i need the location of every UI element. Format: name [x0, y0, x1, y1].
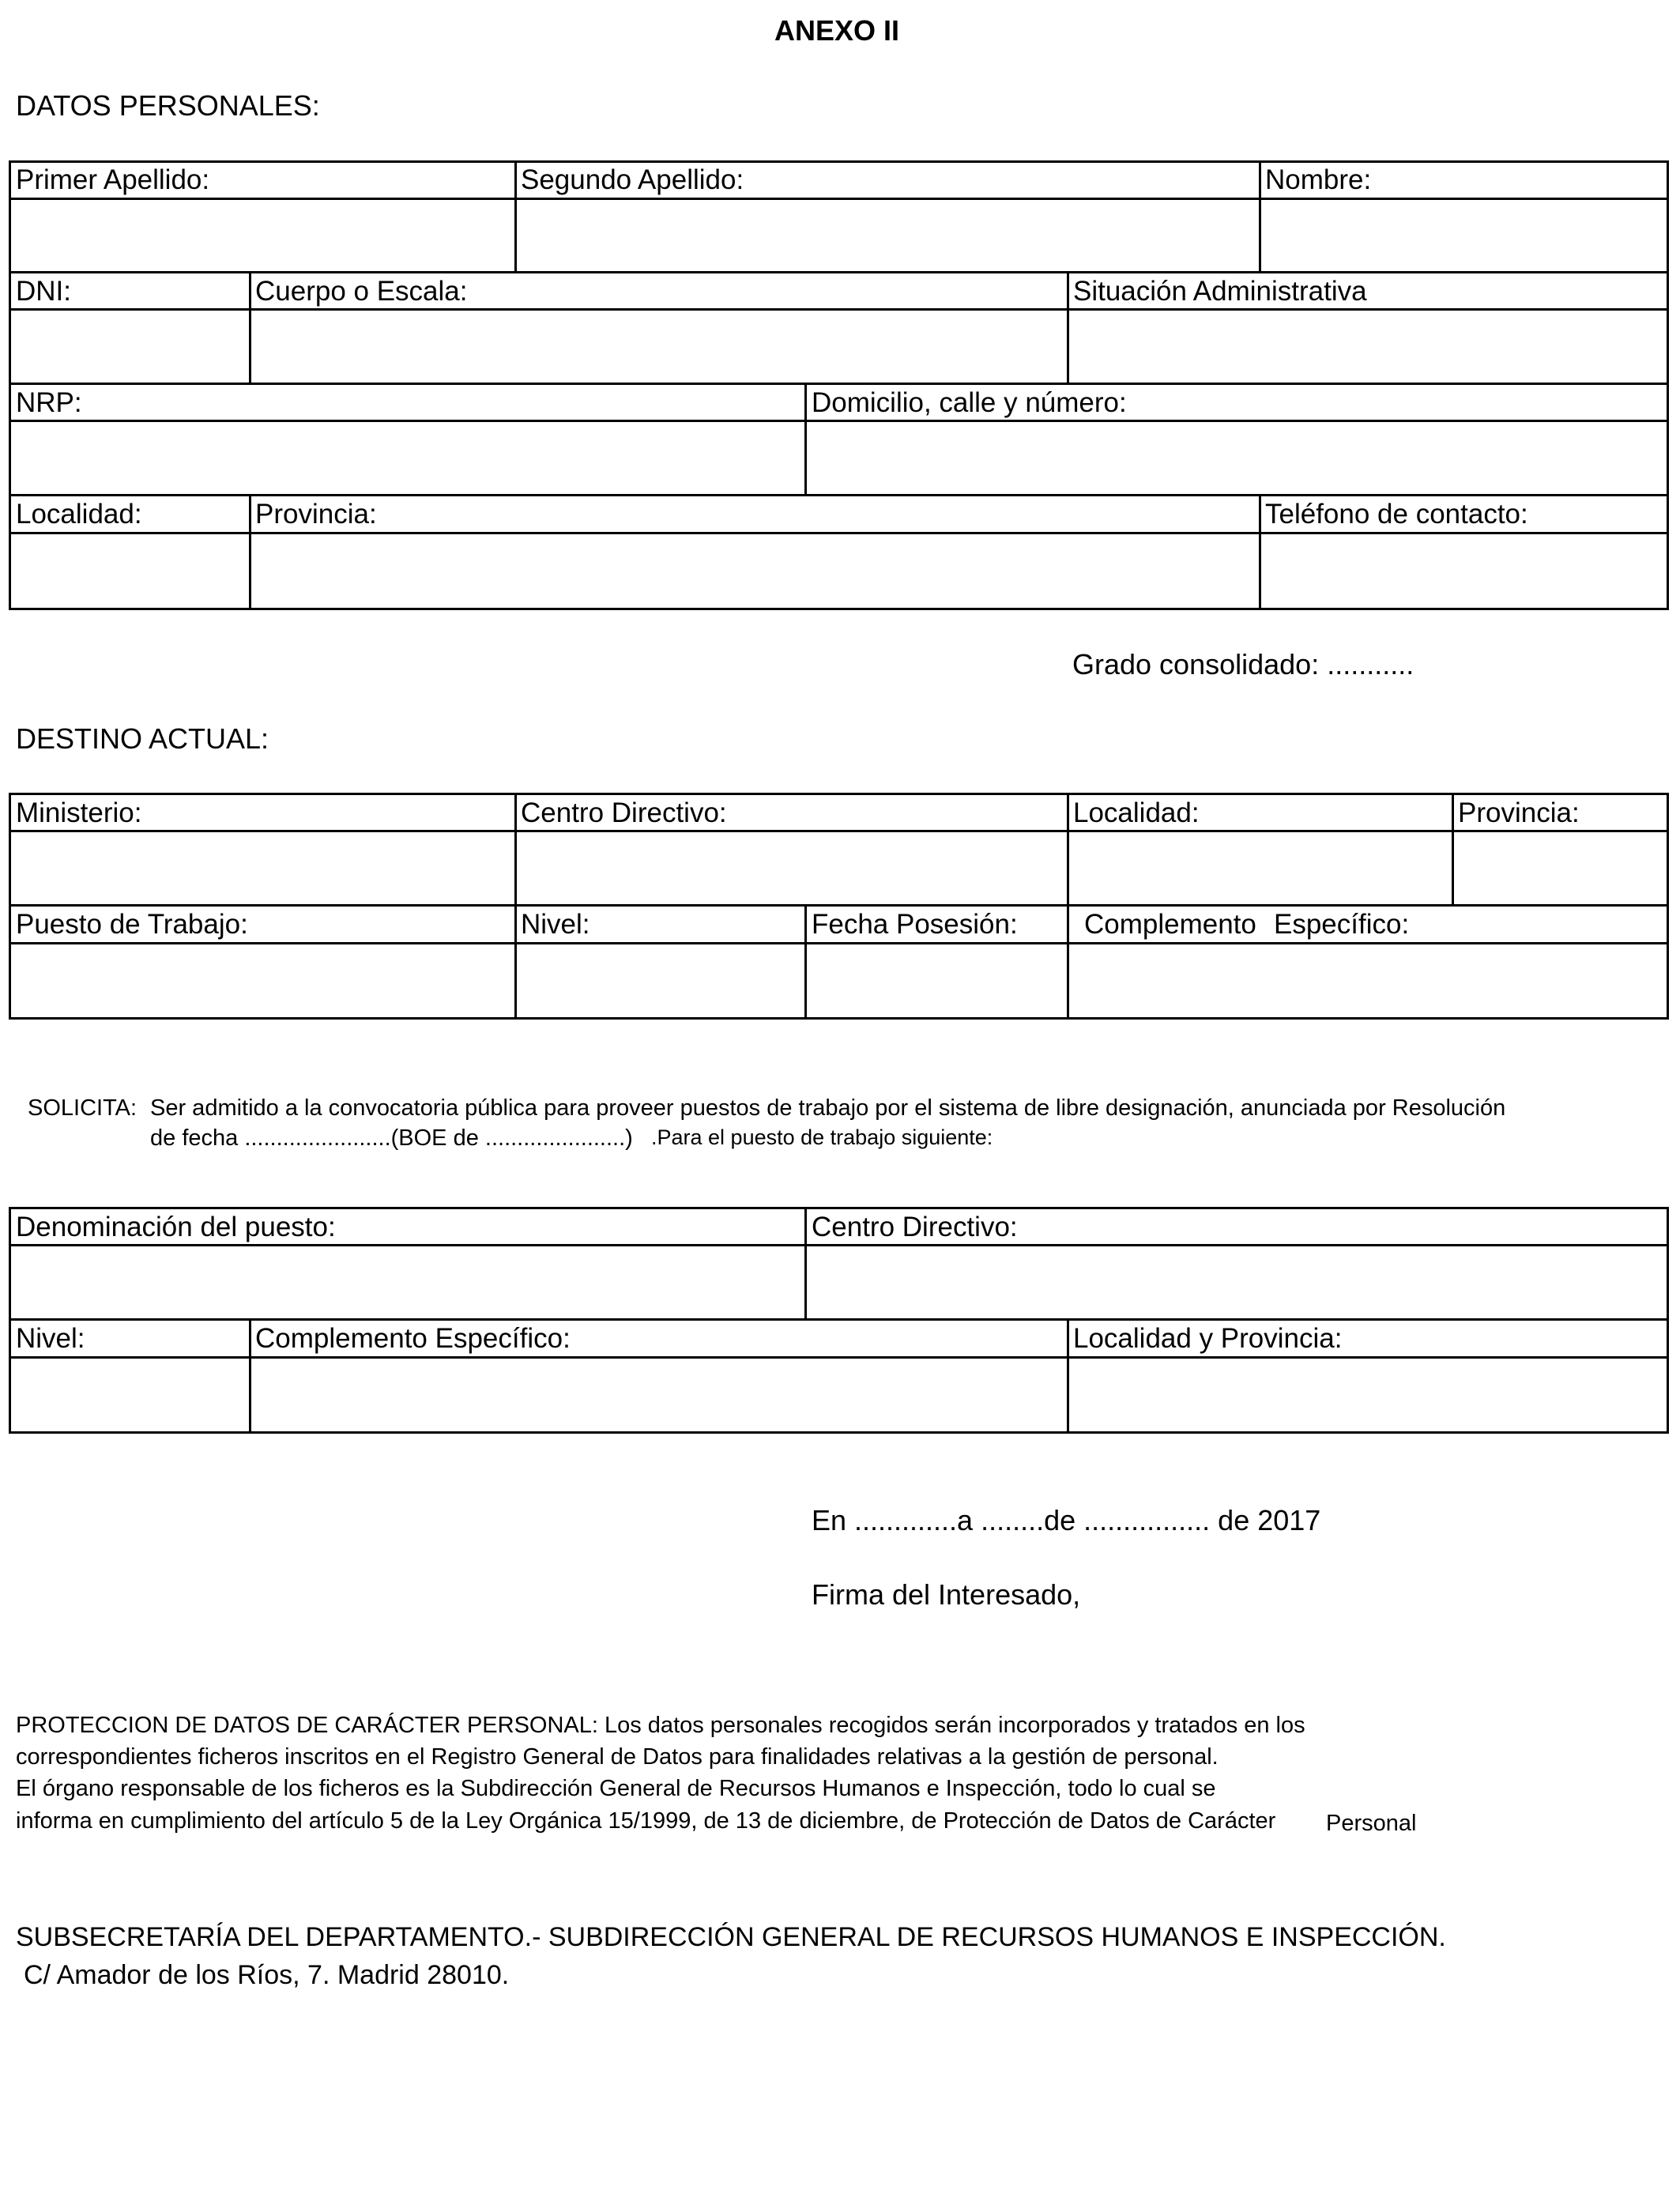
field-nrp[interactable]: [11, 422, 804, 494]
label-cuerpo-escala: Cuerpo o Escala:: [255, 276, 468, 307]
label-nivel: Nivel:: [521, 909, 590, 940]
label-dni: DNI:: [16, 276, 71, 307]
field-ministerio[interactable]: [11, 832, 514, 904]
field-localidad[interactable]: [11, 534, 249, 608]
field-centro-directivo[interactable]: [807, 1246, 1667, 1318]
field-nivel[interactable]: [11, 1359, 249, 1431]
label-telefono-contacto: Teléfono de contacto:: [1265, 499, 1528, 530]
field-localidad[interactable]: [1069, 832, 1452, 904]
proteccion-text-line2: correspondientes ficheros inscritos en el Registro General de Datos para finalidades relativas a la gestión de personal.: [16, 1744, 1219, 1770]
field-fecha-posesion[interactable]: [807, 944, 1067, 1017]
footer-department: SUBSECRETARÍA DEL DEPARTAMENTO.- SUBDIRECCIÓN GENERAL DE RECURSOS HUMANOS E INSPECCIÓN.: [16, 1922, 1446, 1952]
field-centro-directivo[interactable]: [517, 832, 1067, 904]
solicita-text-line1: Ser admitido a la convocatoria pública para proveer puestos de trabajo por el sistema de libre designación, anunciada por Resolución: [150, 1095, 1506, 1121]
label-domicilio: Domicilio, calle y número:: [812, 387, 1127, 418]
label-situacion-administrativa: Situación Administrativa: [1073, 276, 1367, 307]
label-segundo-apellido: Segundo Apellido:: [521, 164, 744, 195]
label-provincia: Provincia:: [255, 499, 377, 530]
divider: [9, 1318, 1669, 1321]
divider: [9, 494, 1669, 496]
label-localidad: Localidad:: [16, 499, 142, 530]
proteccion-text-line1: PROTECCION DE DATOS DE CARÁCTER PERSONAL: Los datos personales recogidos serán incorporados y tratados en los: [16, 1713, 1305, 1738]
label-localidad: Localidad:: [1073, 797, 1200, 828]
label-nombre: Nombre:: [1265, 164, 1372, 195]
label-complemento: Complemento: [1084, 909, 1256, 940]
field-segundo-apellido[interactable]: [517, 200, 1259, 271]
field-denominacion-puesto[interactable]: [11, 1246, 804, 1318]
label-complemento-especifico: Complemento Específico:: [255, 1323, 571, 1354]
field-domicilio[interactable]: [807, 422, 1667, 494]
firma-fecha: En .............a ........de ................ de 2017: [812, 1504, 1321, 1536]
page-title: ANEXO II: [774, 14, 900, 47]
field-situacion-administrativa[interactable]: [1069, 311, 1667, 383]
field-nivel[interactable]: [517, 944, 804, 1017]
label-fecha-posesion: Fecha Posesión:: [812, 909, 1018, 940]
field-nombre[interactable]: [1261, 200, 1667, 271]
proteccion-text-line3: El órgano responsable de los ficheros es la Subdirección General de Recursos Humanos e Inspección, todo lo cual se: [16, 1776, 1216, 1801]
firma-interesado: Firma del Interesado,: [812, 1578, 1081, 1611]
label-nrp: NRP:: [16, 387, 82, 418]
label-puesto-trabajo: Puesto de Trabajo:: [16, 909, 248, 940]
solicita-label: SOLICITA:: [28, 1095, 137, 1121]
proteccion-text-line4: informa en cumplimiento del artículo 5 de la Ley Orgánica 15/1999, de 13 de diciembre, de Protección de Datos de Carácter: [16, 1808, 1276, 1834]
label-localidad-provincia: Localidad y Provincia:: [1073, 1323, 1343, 1354]
field-puesto-trabajo[interactable]: [11, 944, 514, 1017]
solicita-text-line2-cont: .Para el puesto de trabajo siguiente:: [651, 1125, 993, 1149]
field-provincia[interactable]: [1454, 832, 1667, 904]
label-provincia: Provincia:: [1458, 797, 1580, 828]
label-nivel: Nivel:: [16, 1323, 85, 1354]
field-cuerpo-escala[interactable]: [251, 311, 1067, 383]
label-centro-directivo: Centro Directivo:: [521, 797, 727, 828]
field-telefono-contacto[interactable]: [1261, 534, 1667, 608]
field-complemento-especifico[interactable]: [1069, 944, 1667, 1017]
divider: [9, 383, 1669, 385]
divider: [9, 271, 1669, 273]
field-localidad-provincia[interactable]: [1069, 1359, 1667, 1431]
grado-consolidado: Grado consolidado: ...........: [1072, 648, 1414, 680]
field-primer-apellido[interactable]: [11, 200, 514, 271]
label-denominacion-puesto: Denominación del puesto:: [16, 1212, 336, 1242]
label-especifico: Específico:: [1274, 909, 1410, 940]
section-heading-personal: DATOS PERSONALES:: [16, 89, 320, 122]
field-provincia[interactable]: [251, 534, 1259, 608]
label-ministerio: Ministerio:: [16, 797, 142, 828]
divider: [9, 904, 1669, 907]
label-primer-apellido: Primer Apellido:: [16, 164, 210, 195]
footer-address: C/ Amador de los Ríos, 7. Madrid 28010.: [24, 1960, 510, 1990]
field-complemento-especifico[interactable]: [251, 1359, 1067, 1431]
solicita-text-line2: de fecha .......................(BOE de ......................): [150, 1125, 633, 1151]
section-heading-destino: DESTINO ACTUAL:: [16, 722, 269, 755]
label-centro-directivo: Centro Directivo:: [812, 1212, 1018, 1242]
field-dni[interactable]: [11, 311, 249, 383]
proteccion-text-line4-end: Personal: [1326, 1811, 1417, 1836]
